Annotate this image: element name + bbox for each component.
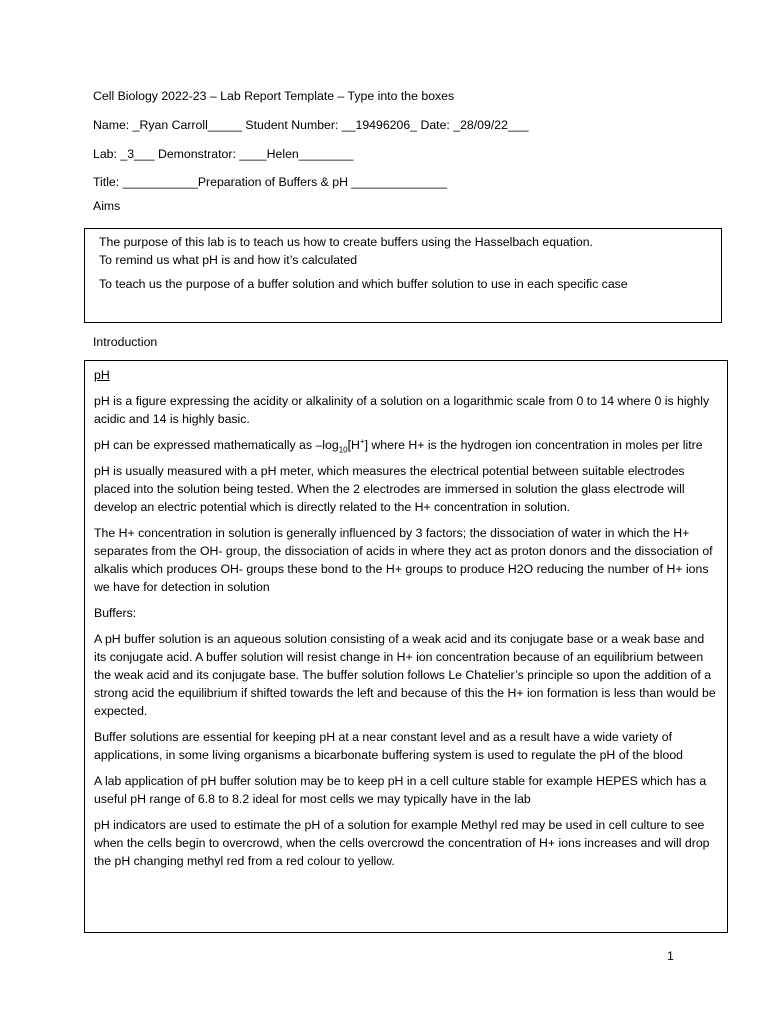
intro-paragraph-3: pH is usually measured with a pH meter, which measures the electrical potential between suitable electrodes placed into the solution being tested. When the 2 electrodes are immersed in solution the glass electrode will develop an electric potential which is directly related to the H+ concentration in solution.: [94, 464, 685, 514]
ph-subheading: pH: [94, 368, 110, 382]
aims-heading: Aims: [93, 199, 121, 213]
name-student-date-line: Name: _Ryan Carroll_____ Student Number: __19496206_ Date: _28/09/22___: [93, 118, 529, 132]
aims-line-2: To remind us what pH is and how it’s calculated: [99, 253, 358, 267]
intro-paragraph-1: pH is a figure expressing the acidity or alkalinity of a solution on a logarithmic scale from 0 to 14 where 0 is highly acidic and 14 is highly basic.: [94, 394, 710, 426]
aims-line-3: To teach us the purpose of a buffer solution and which buffer solution to use in each specific case: [99, 277, 628, 291]
intro-paragraph-2: pH can be expressed mathematically as $-\log_{10}[H^+]$ where H+ is the hydrogen ion concentration in moles per litre: [94, 436, 703, 455]
aims-line-1: The purpose of this lab is to teach us how to create buffers using the Hasselbach equation.: [99, 235, 594, 249]
buffers-subheading: Buffers:: [94, 606, 137, 620]
intro-paragraph-6: Buffer solutions are essential for keeping pH at a near constant level and as a result have a wide variety of applications, in some living organisms a bicarbonate buffering system is used to regulate the pH of the blood: [94, 730, 683, 762]
page-number: 1: [667, 949, 674, 963]
aims-text-box[interactable]: [84, 228, 722, 323]
report-title-line: Title: ___________Preparation of Buffers & pH ______________: [93, 175, 448, 189]
lab-demonstrator-line: Lab: _3___ Demonstrator: ____Helen________: [93, 147, 354, 161]
introduction-heading: Introduction: [93, 335, 158, 349]
intro-paragraph-8: pH indicators are used to estimate the pH of a solution for example Methyl red may be used in cell culture to see when the cells begin to overcrowd, when the cells overcrowd the concentration of H+ ions increases and will drop the pH changing methyl red from a red colour to yellow.: [94, 818, 710, 868]
course-title: Cell Biology 2022-23 – Lab Report Template – Type into the boxes: [93, 89, 455, 103]
intro-paragraph-4: The H+ concentration in solution is generally influenced by 3 factors; the dissociation of water in which the H+ separates from the OH- group, the dissociation of acids in where they act as proton donors and the dissociation of alkalis which produces OH- groups these bond to the H+ groups to produce H2O reducing the number of H+ ions we have for detection in solution: [94, 526, 713, 594]
intro-paragraph-5: A pH buffer solution is an aqueous solution consisting of a weak acid and its conjugate base or a weak base and its conjugate acid. A buffer solution will resist change in H+ ion concentration because of an equilibrium between the weak acid and its conjugate base. The buffer solution follows Le Chatelier’s principle so upon the addition of a strong acid the equilibrium if shifted towards the left and because of this the H+ ion formation is less than would be expected.: [94, 632, 716, 718]
introduction-text-box[interactable]: [84, 360, 728, 933]
intro-paragraph-7: A lab application of pH buffer solution may be to keep pH in a cell culture stable for example HEPES which has a useful pH range of 6.8 to 8.2 ideal for most cells we may typically have in the lab: [94, 774, 707, 806]
